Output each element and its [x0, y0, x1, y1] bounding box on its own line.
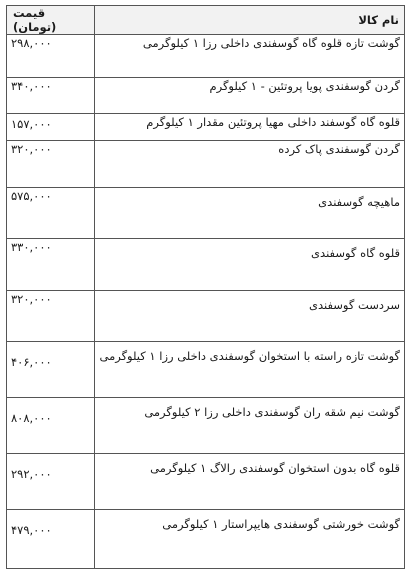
product-name-cell: گوشت خورشتی گوسفندی هایپراستار ۱ کیلوگرمی	[95, 510, 405, 569]
product-name-cell: گردن گوسفندی پاک کرده	[95, 141, 405, 188]
product-name-cell: سردست گوسفندی	[95, 291, 405, 342]
table-header-row	[7, 6, 405, 35]
product-name-cell: قلوه گاه گوسفند داخلی مهیا پروتئین مقدار ۱ کیلوگرم	[95, 114, 405, 141]
product-name-cell: گوشت نیم شقه ران گوسفندی داخلی رزا ۲ کیلوگرمی	[95, 398, 405, 454]
table-row	[7, 398, 405, 454]
table-row	[7, 239, 405, 291]
price-cell: ۴۷۹,۰۰۰	[7, 510, 95, 569]
product-name-cell: قلوه گاه بدون استخوان گوسفندی رالاگ ۱ کیلوگرمی	[95, 454, 405, 510]
price-cell: ۴۰۶,۰۰۰	[7, 342, 95, 398]
price-cell: ۳۴۰,۰۰۰	[7, 78, 95, 114]
price-cell: ۱۵۷,۰۰۰	[7, 114, 95, 141]
product-name-cell: گوشت تازه قلوه گاه گوسفندی داخلی رزا ۱ کیلوگرمی	[95, 35, 405, 78]
product-name-cell: ماهیچه گوسفندی	[95, 188, 405, 239]
table-row	[7, 454, 405, 510]
header-price: قیمت (تومان)	[7, 6, 95, 35]
product-name-cell: گوشت تازه راسته با استخوان گوسفندی داخلی رزا ۱ کیلوگرمی	[95, 342, 405, 398]
price-cell: ۲۹۸,۰۰۰	[7, 35, 95, 78]
table-row	[7, 291, 405, 342]
price-cell: ۳۲۰,۰۰۰	[7, 291, 95, 342]
price-cell: ۸۰۸,۰۰۰	[7, 398, 95, 454]
price-cell: ۵۷۵,۰۰۰	[7, 188, 95, 239]
table-row	[7, 342, 405, 398]
product-name-cell: گردن گوسفندی پویا پروتئین - ۱ کیلوگرم	[95, 78, 405, 114]
header-product-name: نام کالا	[95, 6, 405, 35]
price-table	[6, 5, 405, 569]
table-row	[7, 188, 405, 239]
product-name-cell: قلوه گاه گوسفندی	[95, 239, 405, 291]
table-row	[7, 35, 405, 78]
price-cell: ۳۲۰,۰۰۰	[7, 141, 95, 188]
table-row	[7, 114, 405, 141]
table-row	[7, 78, 405, 114]
price-cell: ۳۳۰,۰۰۰	[7, 239, 95, 291]
table-row	[7, 141, 405, 188]
price-cell: ۲۹۲,۰۰۰	[7, 454, 95, 510]
table-row	[7, 510, 405, 569]
